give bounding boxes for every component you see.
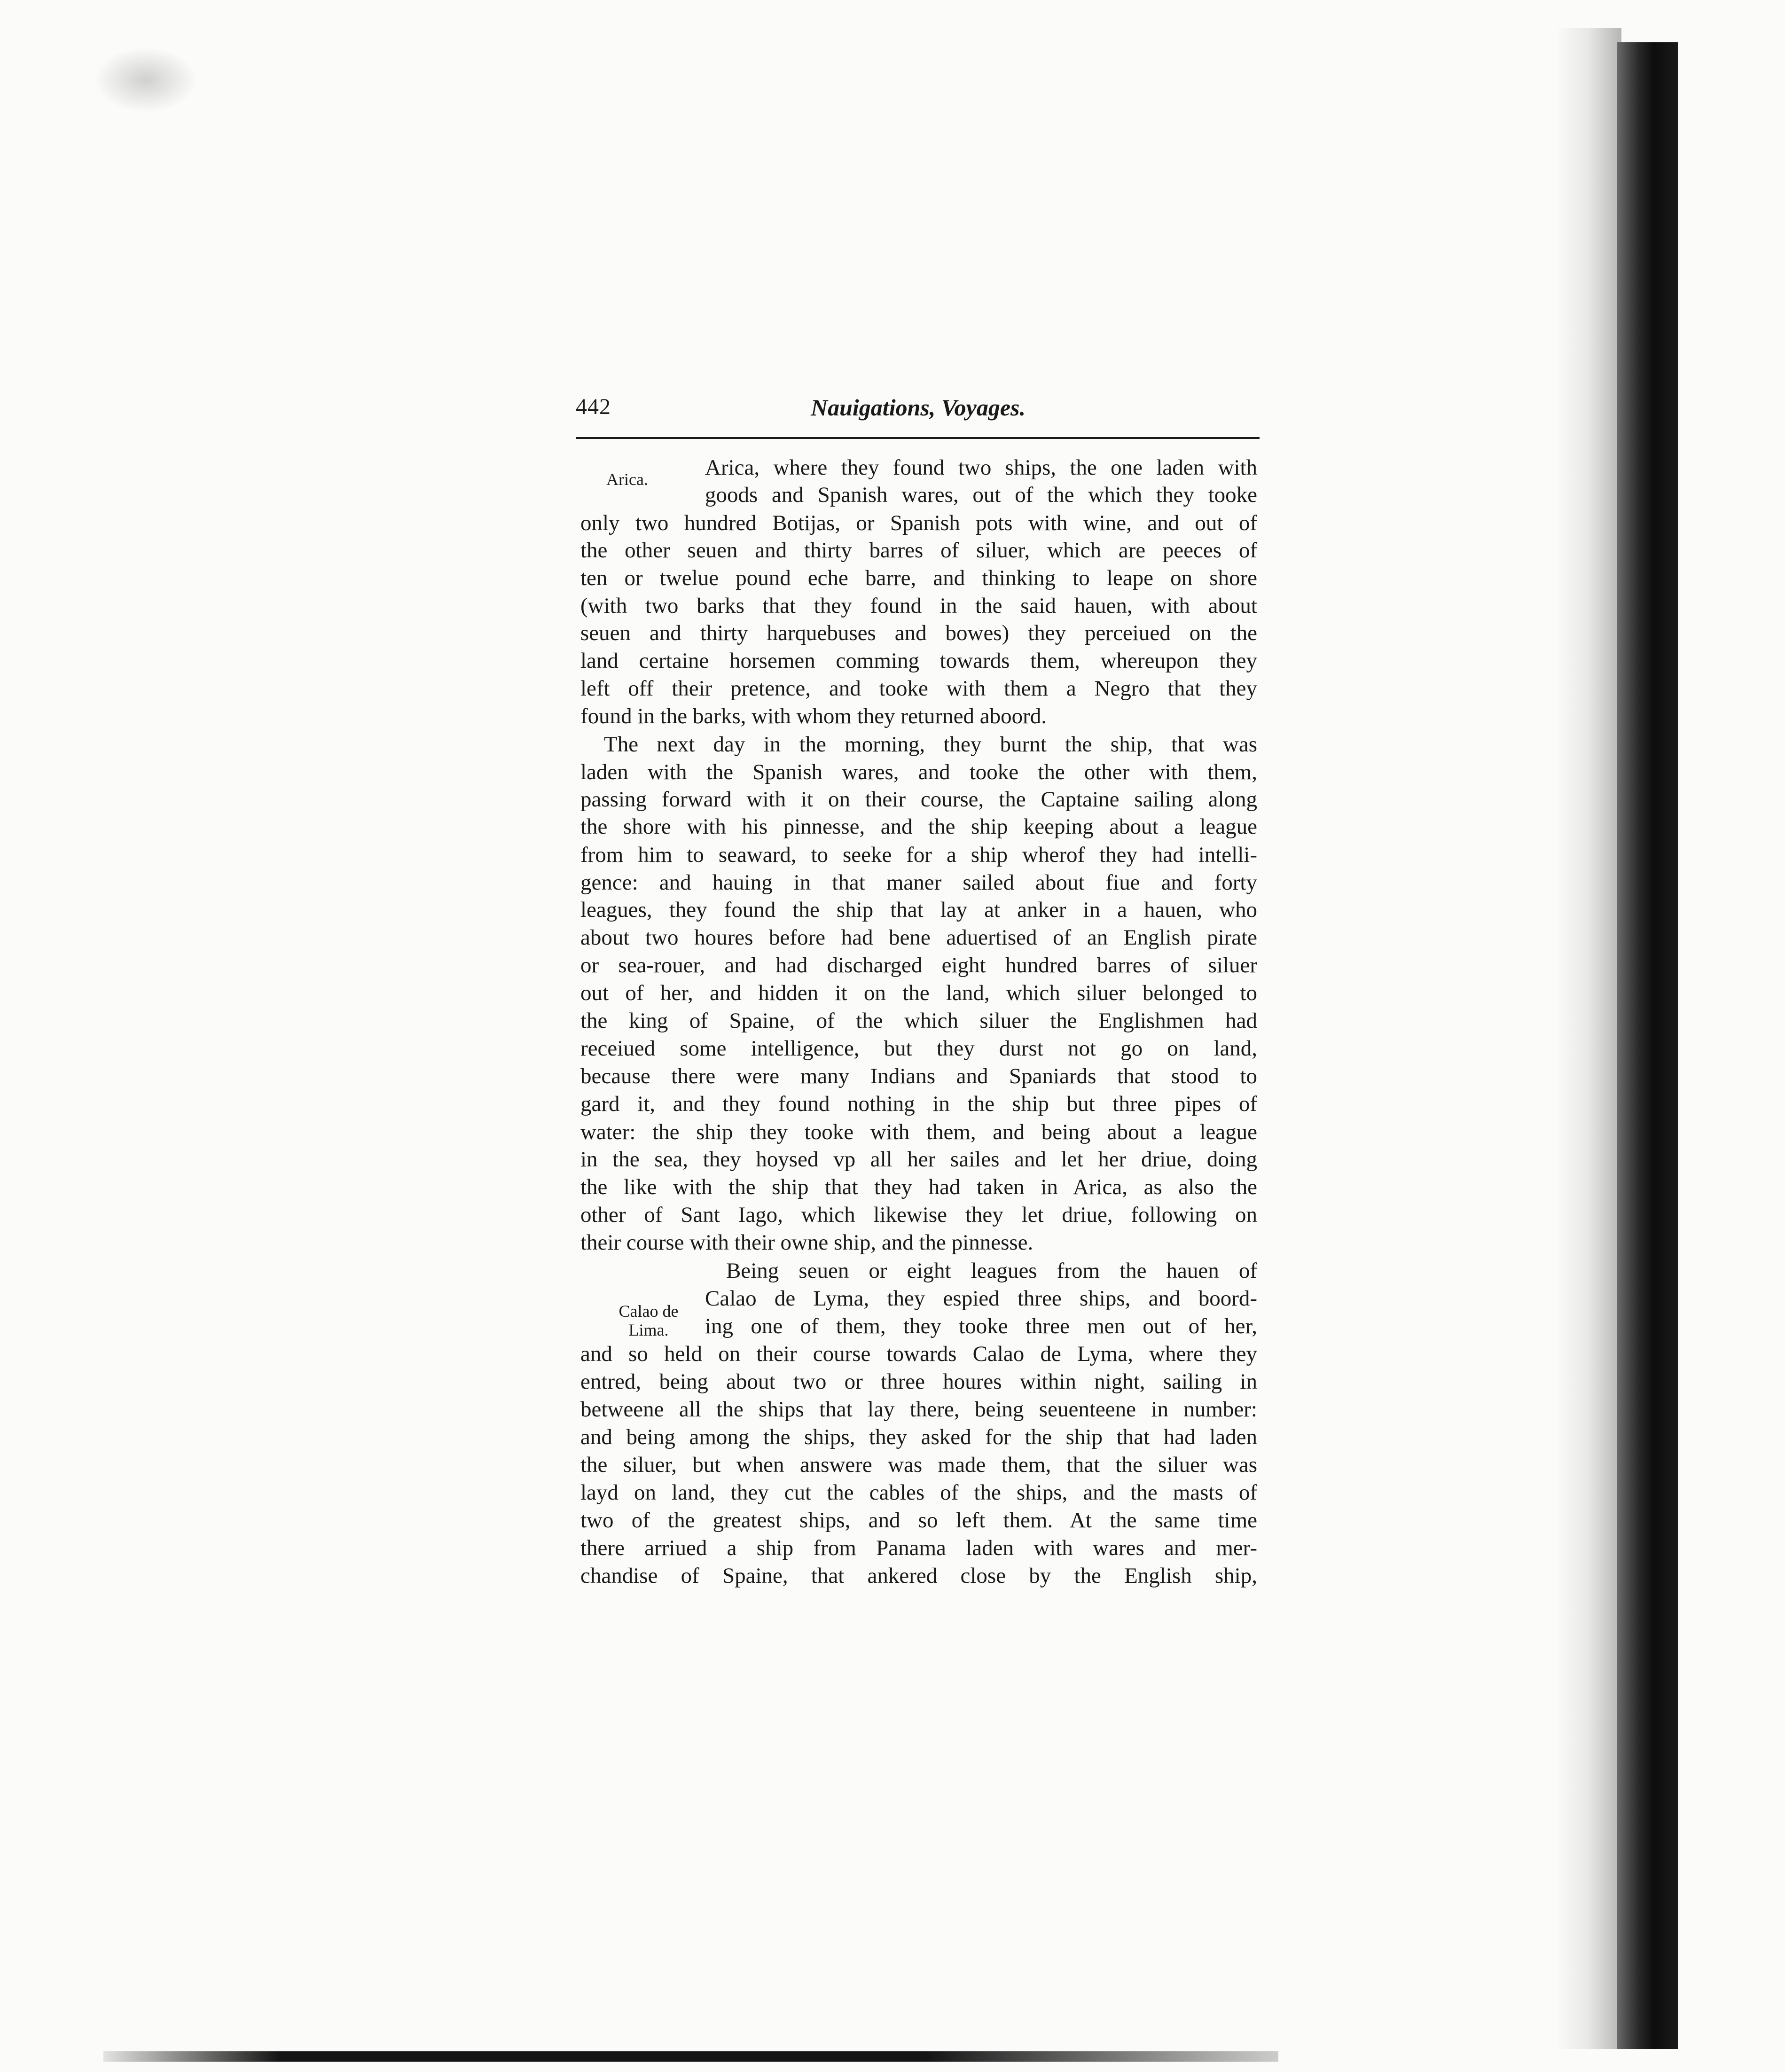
text-line: their course with their owne ship, and the pinnesse. (580, 1230, 1033, 1255)
text-line: (with two barks that they found in the said hauen, with about (580, 594, 1257, 618)
bottom-scan-edge (103, 2051, 1278, 2062)
margin-note-calao-line1: Calao de (618, 1302, 679, 1321)
text-line: out of her, and hidden it on the land, which siluer belonged to (580, 981, 1257, 1005)
scan-smudge (94, 47, 197, 113)
text-line: water: the ship they tooke with them, and being about a league (580, 1120, 1257, 1144)
text-line: land certaine horsemen comming towards them, whereupon they (580, 649, 1257, 673)
text-line: Arica, where they found two ships, the one laden with (705, 455, 1257, 480)
text-line: layd on land, they cut the cables of the ships, and the masts of (580, 1480, 1257, 1505)
text-line: seuen and thirty harquebuses and bowes) they perceiued on the (580, 621, 1257, 645)
page-number: 442 (576, 394, 611, 419)
text-line: other of Sant Iago, which likewise they let driue, following on (580, 1203, 1257, 1227)
text-line: gard it, and they found nothing in the ship but three pipes of (580, 1092, 1257, 1116)
text-line: the shore with his pinnesse, and the ship keeping about a league (580, 814, 1257, 839)
header-rule (576, 437, 1260, 439)
running-head (576, 394, 1260, 427)
text-line: about two houres before had bene aduertised of an English pirate (580, 925, 1257, 950)
text-line: because there were many Indians and Spaniards that stood to (580, 1064, 1257, 1088)
text-line: the siluer, but when answere was made them, that the siluer was (580, 1453, 1257, 1477)
margin-note-calao-line2: Lima. (628, 1321, 669, 1339)
text-line: ing one of them, they tooke three men out of her, (705, 1314, 1257, 1338)
text-line: left off their pretence, and tooke with them a Negro that they (580, 676, 1257, 701)
text-line: The next day in the morning, they burnt the ship, that was (604, 732, 1257, 757)
text-line: laden with the Spanish wares, and tooke the other with them, (580, 760, 1257, 784)
text-line: chandise of Spaine, that ankered close by the English ship, (580, 1564, 1257, 1588)
text-line: only two hundred Botijas, or Spanish pots with wine, and out of (580, 511, 1257, 535)
text-line: betweene all the ships that lay there, being seuenteene in number: (580, 1397, 1257, 1422)
text-line: Being seuen or eight leagues from the hauen of (726, 1259, 1257, 1283)
text-line: two of the greatest ships, and so left them. At the same time (580, 1508, 1257, 1532)
text-line: the king of Spaine, of the which siluer the Englishmen had (580, 1009, 1257, 1033)
text-line: in the sea, they hoysed vp all her sailes and let her driue, doing (580, 1147, 1257, 1172)
text-line: ten or twelue pound eche barre, and thinking to leape on shore (580, 566, 1257, 590)
text-line: from him to seaward, to seeke for a ship wherof they had intelli- (580, 843, 1257, 867)
text-line: Calao de Lyma, they espied three ships, and boord- (705, 1286, 1257, 1311)
text-line: leagues, they found the ship that lay at anker in a hauen, who (580, 898, 1257, 922)
text-line: found in the barks, with whom they returned aboord. (580, 704, 1047, 728)
text-line: passing forward with it on their course, the Captaine sailing along (580, 787, 1257, 812)
margin-note-arica (606, 470, 648, 489)
text-line: or sea-rouer, and had discharged eight hundred barres of siluer (580, 953, 1257, 977)
margin-note-arica-text: Arica. (606, 470, 648, 489)
text-line: entred, being about two or three houres within night, sailing in (580, 1369, 1257, 1394)
binding-edge (1617, 42, 1678, 2049)
running-title: Nauigations, Voyages. (811, 394, 1026, 421)
binding-shadow (1556, 28, 1621, 2049)
text-line: and so held on their course towards Calao de Lyma, where they (580, 1342, 1257, 1366)
margin-note-calao (604, 1302, 693, 1339)
text-line: receiued some intelligence, but they durst not go on land, (580, 1036, 1257, 1061)
text-line: there arriued a ship from Panama laden with wares and mer- (580, 1536, 1257, 1560)
text-line: and being among the ships, they asked for the ship that had laden (580, 1425, 1257, 1449)
text-line: the like with the ship that they had taken in Arica, as also the (580, 1175, 1257, 1199)
text-line: gence: and hauing in that maner sailed about fiue and forty (580, 870, 1257, 895)
text-line: goods and Spanish wares, out of the which they tooke (705, 483, 1257, 507)
text-line: the other seuen and thirty barres of siluer, which are peeces of (580, 538, 1257, 563)
